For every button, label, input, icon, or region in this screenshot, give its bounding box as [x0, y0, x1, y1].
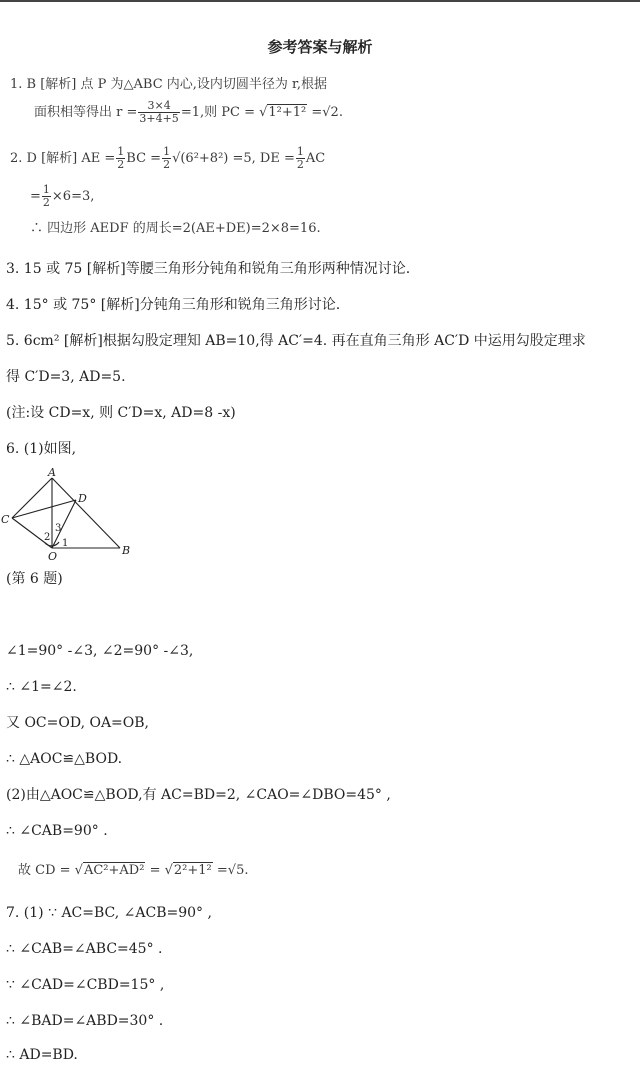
answer-4: 4. 15° 或 75° [解析]分钝角三角形和锐角三角形讨论.: [6, 297, 341, 313]
label-d: D: [78, 492, 87, 505]
answer-2-line-1: 2. D [解析] AE = $\frac{1}{2}$ BC = $\frac{1}{2}$ √(6²+8²) =5, DE = $\frac{1}{2}$ AC: [10, 145, 326, 171]
answer-5-note: (注:设 CD=x, 则 C′D=x, AD=8 -x): [6, 405, 236, 421]
label-angle-3: 3: [55, 523, 62, 534]
answer-6-step-4: ∴ △AOC≌△BOD.: [6, 751, 123, 767]
figure-caption: (第 6 题): [6, 571, 63, 587]
answer-6-step-2: ∴ ∠1=∠2.: [6, 679, 77, 695]
answer-1-line-2: 面积相等得出 r = $\frac{3\times 4}{3+4+5}$ =1,则 PC = √1²+1² =√2.: [34, 99, 343, 125]
answer-7-step-5: ∴ AD=BD.: [6, 1047, 78, 1063]
answer-5-line-2: 得 C′D=3, AD=5.: [6, 369, 126, 385]
answer-2-line-2: = $\frac{1}{2}$ ×6=3,: [30, 183, 95, 209]
answer-2-line-3: ∴ 四边形 AEDF 的周长=2(AE+DE)=2×8=16.: [30, 221, 321, 236]
label-a: A: [48, 466, 56, 479]
answer-7-step-3: ∵ ∠CAD=∠CBD=15° ,: [6, 977, 165, 993]
page-title: 参考答案与解析: [267, 38, 373, 56]
answer-7-step-1: 7. (1) ∵ AC=BC, ∠ACB=90° ,: [6, 905, 212, 921]
label-angle-2: 2: [44, 532, 51, 543]
answer-1-line-1: 1. B [解析] 点 P 为△ABC 内心,设内切圆半径为 r,根据: [10, 77, 327, 92]
answer-6-step-5: (2)由△AOC≌△BOD,有 AC=BD=2, ∠CAO=∠DBO=45° ,: [6, 787, 391, 803]
answer-5-line-1: 5. 6cm² [解析]根据勾股定理知 AB=10,得 AC′=4. 再在直角三角形 AC′D 中运用勾股定理求: [6, 333, 586, 349]
answer-6-step-3: 又 OC=OD, OA=OB,: [6, 715, 150, 731]
answer-3: 3. 15 或 75 [解析]等腰三角形分钝角和锐角三角形两种情况讨论.: [6, 261, 411, 277]
triangle-diagram: [0, 466, 140, 562]
answer-7-step-4: ∴ ∠BAD=∠ABD=30° .: [6, 1013, 164, 1029]
top-rule: [0, 0, 640, 2]
answer-6-step-1: ∠1=90° -∠3, ∠2=90° -∠3,: [6, 643, 194, 659]
answer-6-heading: 6. (1)如图,: [6, 441, 77, 457]
answer-7-step-2: ∴ ∠CAB=∠ABC=45° .: [6, 941, 163, 957]
label-angle-1: 1: [62, 538, 69, 549]
fraction: $\frac{3\times 4}{3+4+5}$: [139, 99, 179, 125]
label-b: B: [122, 544, 131, 557]
label-c: C: [1, 513, 10, 526]
answer-6-step-6: ∴ ∠CAB=90° .: [6, 823, 108, 839]
answer-6-step-7: 故 CD = √AC²+AD² = √2²+1² =√5.: [18, 863, 249, 878]
label-o: O: [48, 550, 58, 562]
